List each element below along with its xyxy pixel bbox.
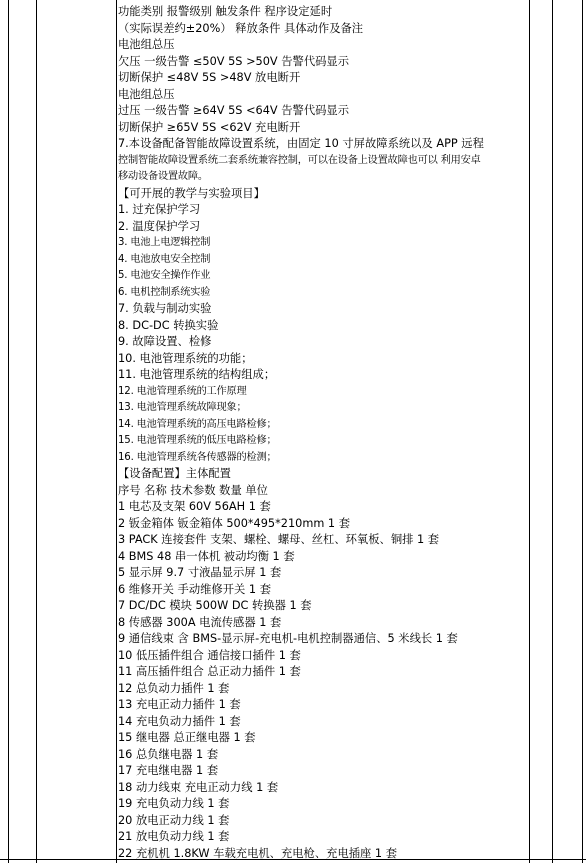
spec-line: 移动设备设置故障。 <box>118 171 208 182</box>
spec-line: 欠压 一级告警 ≤50V 5S >50V 告警代码显示 <box>118 54 350 68</box>
table-border-right <box>582 0 583 863</box>
table-column-divider-2 <box>116 0 117 863</box>
config-row: 20 放电正动力线 1 套 <box>118 813 230 827</box>
config-row: 13 充电正动力插件 1 套 <box>118 698 241 711</box>
spec-cell-content <box>118 4 528 862</box>
config-row: 9 通信线束 含 BMS-显示屏-充电机-电机控制器通信、5 米线长 1 套 <box>118 632 458 645</box>
table-column-divider-3 <box>529 0 530 863</box>
spec-line: 电池组总压 <box>118 38 175 51</box>
config-row: 16 总负继电器 1 套 <box>118 747 219 761</box>
spec-line: 控制智能故障设置系统二套系统兼容控制，可以在设备上设置故障也可以 利用安卓 <box>118 154 481 166</box>
spec-line: 7.本设备配备智能故障设置系统，由固定 10 寸屏故障系统以及 APP 远程 <box>118 137 484 150</box>
list-item: 14. 电池管理系统的高压电路检修； <box>118 418 277 430</box>
list-item: 16. 电池管理系统各传感器的检测； <box>118 451 277 463</box>
config-row: 1 电芯及支架 60V 56AH 1 套 <box>118 500 271 513</box>
spec-line: （实际误差约±20%） 释放条件 具体动作及备注 <box>118 21 364 35</box>
list-item: 6. 电机控制系统实验 <box>118 286 211 298</box>
list-item: 3. 电池上电逻辑控制 <box>118 237 211 248</box>
config-row: 14 充电负动力插件 1 套 <box>118 714 241 728</box>
spec-line: 功能类别 报警级别 触发条件 程序设定延时 <box>118 5 333 18</box>
config-row: 7 DC/DC 模块 500W DC 转换器 1 套 <box>118 599 312 612</box>
list-item: 2. 温度保护学习 <box>118 219 201 233</box>
table-column-divider-1 <box>36 0 37 863</box>
list-item: 13. 电池管理系统故障现象； <box>118 402 247 413</box>
table-column-divider-4 <box>552 0 553 863</box>
config-row: 17 充电继电器 1 套 <box>118 764 219 777</box>
config-row: 10 低压插件组合 通信接口插件 1 套 <box>118 648 301 662</box>
spec-line: 电池组总压 <box>118 87 175 101</box>
config-row: 12 总负动力插件 1 套 <box>118 681 230 695</box>
spec-line: 过压 一级告警 ≥64V 5S <64V 告警代码显示 <box>118 104 350 117</box>
config-row: 3 PACK 连接套件 支架、螺栓、螺母、丝杠、环氧板、铜排 1 套 <box>118 533 440 546</box>
list-item: 1. 过充保护学习 <box>118 203 201 216</box>
config-row: 22 充机机 1.8KW 车载充电机、充电枪、充电插座 1 套 <box>118 846 398 860</box>
config-row: 6 维修开关 手动维修开关 1 套 <box>118 582 272 596</box>
config-row: 11 高压插件组合 总正动力插件 1 套 <box>118 665 301 678</box>
list-item: 7. 负载与制动实验 <box>118 302 212 315</box>
config-row: 8 传感器 300A 电流传感器 1 套 <box>118 615 282 629</box>
config-row: 21 放电负动力线 1 套 <box>118 830 230 843</box>
list-item: 5. 电池安全操作作业 <box>118 270 211 281</box>
config-row: 2 钣金箱体 钣金箱体 500*495*210mm 1 套 <box>118 516 350 530</box>
section-heading: 【可开展的教学与实验项目】 <box>118 186 265 200</box>
list-item: 15. 电池管理系统的低压电路检修； <box>118 435 277 446</box>
config-row: 18 动力线束 充电正动力线 1 套 <box>118 780 279 794</box>
config-row: 4 BMS 48 串一体机 被动均衡 1 套 <box>118 549 295 563</box>
list-item: 11. 电池管理系统的结构组成； <box>118 368 276 381</box>
table-header-line: 序号 名称 技术参数 数量 单位 <box>118 483 268 497</box>
list-item: 10. 电池管理系统的功能； <box>118 351 253 365</box>
list-item: 8. DC-DC 转换实验 <box>118 318 219 332</box>
spec-line: 切断保护 ≥65V 5S <62V 充电断开 <box>118 120 301 134</box>
table-border-left <box>8 0 9 863</box>
config-row: 5 显示屏 9.7 寸液晶显示屏 1 套 <box>118 566 282 579</box>
config-row: 15 继电器 总正继电器 1 套 <box>118 731 256 744</box>
spec-line: 切断保护 ≤48V 5S >48V 放电断开 <box>118 71 301 84</box>
config-row: 19 充电负动力线 1 套 <box>118 797 230 810</box>
section-heading: 【设备配置】主体配置 <box>118 467 231 480</box>
list-item: 4. 电池放电安全控制 <box>118 253 211 265</box>
list-item: 9. 故障设置、检修 <box>118 335 212 348</box>
list-item: 12. 电池管理系统的工作原理 <box>118 385 247 397</box>
